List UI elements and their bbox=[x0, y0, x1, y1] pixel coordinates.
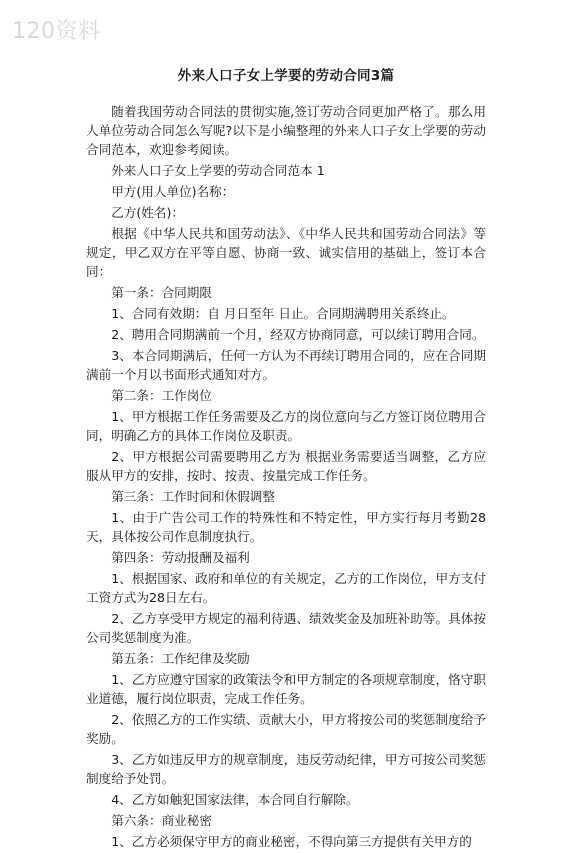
clause-paragraph: 1、乙方应遵守国家的政策法令和甲方制定的各项规章制度，恪守职业道德，履行岗位职责，完成工作任务。 bbox=[86, 672, 486, 706]
article-heading: 第三条：工作时间和休假调整 bbox=[111, 489, 275, 504]
article-heading: 第一条：合同期限 bbox=[111, 285, 212, 300]
clause-paragraph: 3、乙方如违反甲方的规章制度，违反劳动纪律，甲方可按公司奖惩制度给予处罚。 bbox=[86, 752, 486, 786]
clause-paragraph: 4、乙方如触犯国家法律，本合同自行解除。 bbox=[111, 792, 359, 807]
article-heading: 第四条：劳动报酬及福利 bbox=[111, 550, 250, 565]
article-heading: 第五条：工作纪律及奖励 bbox=[111, 651, 250, 666]
clause-paragraph: 2、甲方根据公司需要聘用乙方为 根据业务需要适当调整，乙方应服从甲方的安排，按时、按责、按量完成工作任务。 bbox=[86, 449, 486, 483]
document-page bbox=[86, 64, 486, 853]
document-title: 外来人口子女上学要的劳动合同3篇 bbox=[177, 68, 395, 84]
party-a-line: 甲方(用人单位)名称： bbox=[111, 184, 235, 199]
clause-paragraph: 1、根据国家、政府和单位的有关规定，乙方的工作岗位，甲方支付工资方式为28日左右。 bbox=[86, 571, 486, 605]
clause-paragraph: 2、聘用合同期满前一个月，经双方协商同意，可以续订聘用合同。 bbox=[111, 327, 485, 342]
document-body bbox=[86, 102, 486, 851]
article-heading: 第二条：工作岗位 bbox=[111, 388, 212, 403]
watermark-logo: 120资料 bbox=[12, 19, 101, 44]
clause-paragraph: 2、乙方享受甲方规定的福利待遇、绩效奖金及加班补助等。具体按公司奖惩制度为准。 bbox=[86, 611, 486, 645]
clause-paragraph: 1、合同有效期：自 月日至年 日止。合同期满聘用关系终止。 bbox=[111, 306, 455, 321]
section-heading: 外来人口子女上学要的劳动合同范本 1 bbox=[111, 163, 325, 178]
article-heading: 第六条：商业秘密 bbox=[111, 813, 212, 828]
clause-paragraph: 3、本合同期满后，任何一方认为不再续订聘用合同的，应在合同期满前一个月以书面形式通知对方。 bbox=[86, 348, 486, 382]
clause-paragraph: 2、依照乙方的工作实绩、贡献大小，甲方将按公司的奖惩制度给予奖励。 bbox=[86, 712, 486, 746]
intro-paragraph: 随着我国劳动合同法的贯彻实施,签订劳动合同更加严格了。那么用人单位劳动合同怎么写呢?以下是小编整理的外来人口子女上学要的劳动合同范本，欢迎参考阅读。 bbox=[86, 104, 486, 157]
clause-paragraph: 1、由于广告公司工作的特殊性和不特定性，甲方实行每月考勤28天，具体按公司作息制度执行。 bbox=[86, 510, 486, 544]
party-b-line: 乙方(姓名)： bbox=[111, 205, 184, 220]
basis-paragraph: 根据《中华人民共和国劳动法》、《中华人民共和国劳动合同法》等规定，甲乙双方在平等自愿、协商一致、诚实信用的基础上，签订本合同： bbox=[86, 226, 486, 279]
clause-paragraph: 1、甲方根据工作任务需要及乙方的岗位意向与乙方签订岗位聘用合同，明确乙方的具体工作岗位及职责。 bbox=[86, 409, 486, 443]
clause-paragraph: 1、乙方必须保守甲方的商业秘密，不得向第三方提供有关甲方的 bbox=[111, 834, 472, 849]
